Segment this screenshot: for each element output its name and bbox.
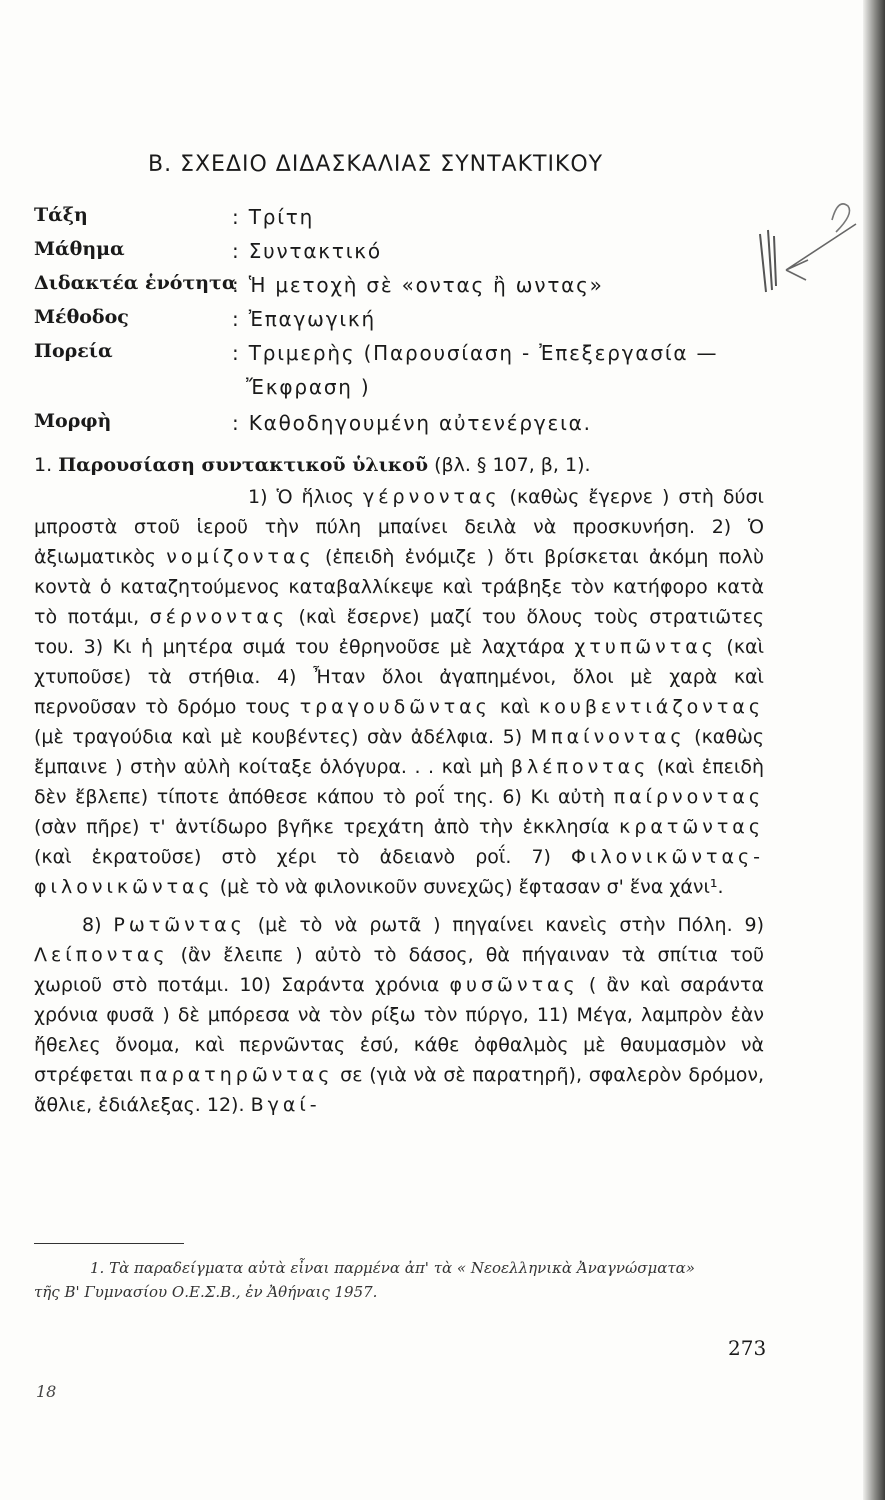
text-run: (καθὼς ἔμπαινε ) στὴν αὐλὴ κοίταξε ὁλόγυρα. . . καὶ μὴ <box>34 726 764 778</box>
spaced-participle: βλέποντας <box>510 756 650 778</box>
meta-value: : Καθοδηγουμένη αὐτενέργεια. <box>232 411 592 435</box>
spaced-participle: Λείποντας <box>34 944 169 966</box>
meta-label: Πορεία <box>34 340 113 362</box>
meta-value: : Ἐπαγωγική <box>232 307 376 331</box>
text-run: (σὰν πῆρε) τ' ἀντίδωρο βγῆκε τρεχάτη ἀπὸ τὴν ἐκκλησία <box>34 816 620 838</box>
spaced-participle: Βγαί- <box>250 1094 321 1116</box>
spaced-participle: Φιλονικῶντας-φιλονικῶντας <box>34 846 764 898</box>
spaced-participle: σέρνοντας <box>149 606 288 628</box>
spaced-participle: κουβεντιάζοντας <box>539 696 765 718</box>
meta-row-form <box>34 410 774 444</box>
meta-value-line2: Ἔκφραση ) <box>246 375 371 399</box>
section-reference: (βλ. § 107, β, 1). <box>434 454 591 476</box>
page-title: Β. ΣΧΕΔΙΟ ΔΙΔΑΣΚΑΛΙΑΣ ΣΥΝΤΑΚΤΙΚΟΥ <box>148 152 604 177</box>
meta-label: Τάξη <box>34 204 88 226</box>
text-run: ( ἂν καὶ σαράντα χρόνια φυσᾶ ) δὲ μπόρεσα νὰ τὸν ρίξω τὸν πύργο, 11) Μέγα, λαμπρὸν ἐὰν ἤθελες ὄνομα, καὶ περνῶντας ἐσύ, κάθε ὀφθαλμὸς μὲ θαυμασμὸν νὰ στρέφεται <box>34 974 764 1086</box>
meta-value: : Ἡ μετοχὴ σὲ «οντας ἢ ωντας» <box>232 273 604 297</box>
spaced-participle: Μπαίνοντας <box>530 726 686 748</box>
meta-row-class <box>34 204 774 238</box>
text-run: (ἂν ἔλειπε ) αὐτὸ τὸ δάσος, θὰ πήγαιναν τὰ σπίτια τοῦ χωριοῦ στὸ ποτάμι. 10) Σαράντα χρόνια <box>34 944 764 996</box>
lesson-metadata <box>34 204 774 444</box>
footnote-line: τῆς Β' Γυμνασίου Ο.Ε.Σ.Β., ἐν Ἀθήναις 1957. <box>34 1283 378 1301</box>
signature-mark: 18 <box>36 1382 57 1401</box>
text-run: (μὲ τραγούδια καὶ μὲ κουβέντες) σὰν ἀδέλφια. 5) <box>34 726 531 748</box>
meta-label: Μέθοδος <box>34 306 129 328</box>
text-run: σε (γιὰ νὰ σὲ παρατηρῆ), σφαλερὸν δρόμον, ἄθλιε, ἐδιάλεξας. 12). <box>34 1064 764 1116</box>
footnote-divider <box>34 1243 184 1244</box>
meta-row-method <box>34 306 774 340</box>
meta-label: Μάθημα <box>34 238 125 260</box>
spaced-participle: φυσῶντας <box>449 974 579 996</box>
body-text <box>34 450 764 1120</box>
spaced-participle: τραγουδῶντας <box>299 696 491 718</box>
meta-value <box>232 336 718 404</box>
text-run: 1) Ὁ ἥλιος <box>248 486 364 508</box>
meta-label: Διδακτέα ἑνότητα <box>34 272 237 294</box>
spaced-participle: παίρνοντας <box>613 786 764 808</box>
spaced-participle: γέρνοντας <box>363 486 501 508</box>
text-run: καὶ <box>490 696 540 718</box>
text-run: (καὶ ἐπειδὴ δὲν ἔβλεπε) τίποτε ἀπόθεσε κάπου τὸ ροΐ της. 6) Κι αὐτὴ <box>34 756 765 808</box>
section-number: 1. <box>34 454 53 476</box>
meta-row-procedure <box>34 340 774 410</box>
section-heading-text: Παρουσίαση συντακτικοῦ ὑλικοῦ <box>58 454 429 476</box>
text-run: (καὶ ἔσερνε) μαζί του ὅλους τοὺς στρατιῶτες του. 3) Κι ἡ μητέρα σιμά του ἐθρηνοῦσε μὲ λαχτάρα <box>34 606 764 658</box>
meta-value-line1: : Τριμερὴς (Παρουσίαση - Ἐπεξεργασία — <box>232 341 719 365</box>
text-run: (μὲ τὸ νὰ φιλονικοῦν συνεχῶς) ἔφτασαν σ' ἕνα χάνι¹. <box>213 876 724 898</box>
pencil-mark-icon <box>752 194 862 294</box>
text-run: (καὶ χτυποῦσε) τὰ στήθια. 4) Ἦταν ὅλοι ἀγαπημένοι, ὅλοι μὲ χαρὰ καὶ περνοῦσαν τὸ δρόμο τους <box>34 636 764 718</box>
meta-label: Μορφὴ <box>34 410 112 432</box>
text-run: (καὶ ἐκρατοῦσε) στὸ χέρι τὸ ἀδειανὸ ροΐ. 7) <box>34 846 571 868</box>
meta-value: : Συντακτικό <box>232 239 382 263</box>
spaced-participle: νομίζοντας <box>166 546 315 568</box>
paragraph-examples-1-7 <box>34 482 764 902</box>
text-run: (ἐπειδὴ ἐνόμιζε ) ὅτι βρίσκεται ἀκόμη πολὺ κοντὰ ὁ καταζητούμενος καταβαλλίκεψε καὶ τράβηξε τὸν κατήφορο κατὰ τὸ ποτάμι, <box>34 546 764 628</box>
spaced-participle: παρατηρῶντας <box>139 1064 334 1086</box>
text-run: (μὲ τὸ νὰ ρωτᾶ ) πηγαίνει κανεὶς στὴν Πόλη. 9) <box>245 914 764 936</box>
spaced-participle: Ρωτῶντας <box>113 914 246 936</box>
text-run: 8) <box>82 914 114 936</box>
meta-row-unit <box>34 272 774 306</box>
section-heading <box>34 450 764 480</box>
footnote <box>34 1256 764 1304</box>
meta-value: : Τρίτη <box>232 205 315 229</box>
meta-row-subject <box>34 238 774 272</box>
spaced-participle: κρατῶντας <box>619 816 764 838</box>
spaced-participle: χτυπῶντας <box>574 636 717 658</box>
page-edge-shadow <box>863 0 885 1500</box>
footnote-line: 1. Τὰ παραδείγματα αὐτὰ εἶναι παρμένα ἀπ' τὰ « Νεοελληνικὰ Ἀναγνώσματα» <box>90 1259 695 1277</box>
paragraph-examples-8-12 <box>34 910 764 1120</box>
text-run: (καθὼς ἔγερνε ) στὴ δύσι μπροστὰ στοῦ ἱεροῦ τὴν πύλη μπαίνει δειλὰ νὰ προσκυνήση. 2) Ὁ ἀξιωματικὸς <box>34 486 764 568</box>
page-number: 273 <box>728 1336 767 1360</box>
